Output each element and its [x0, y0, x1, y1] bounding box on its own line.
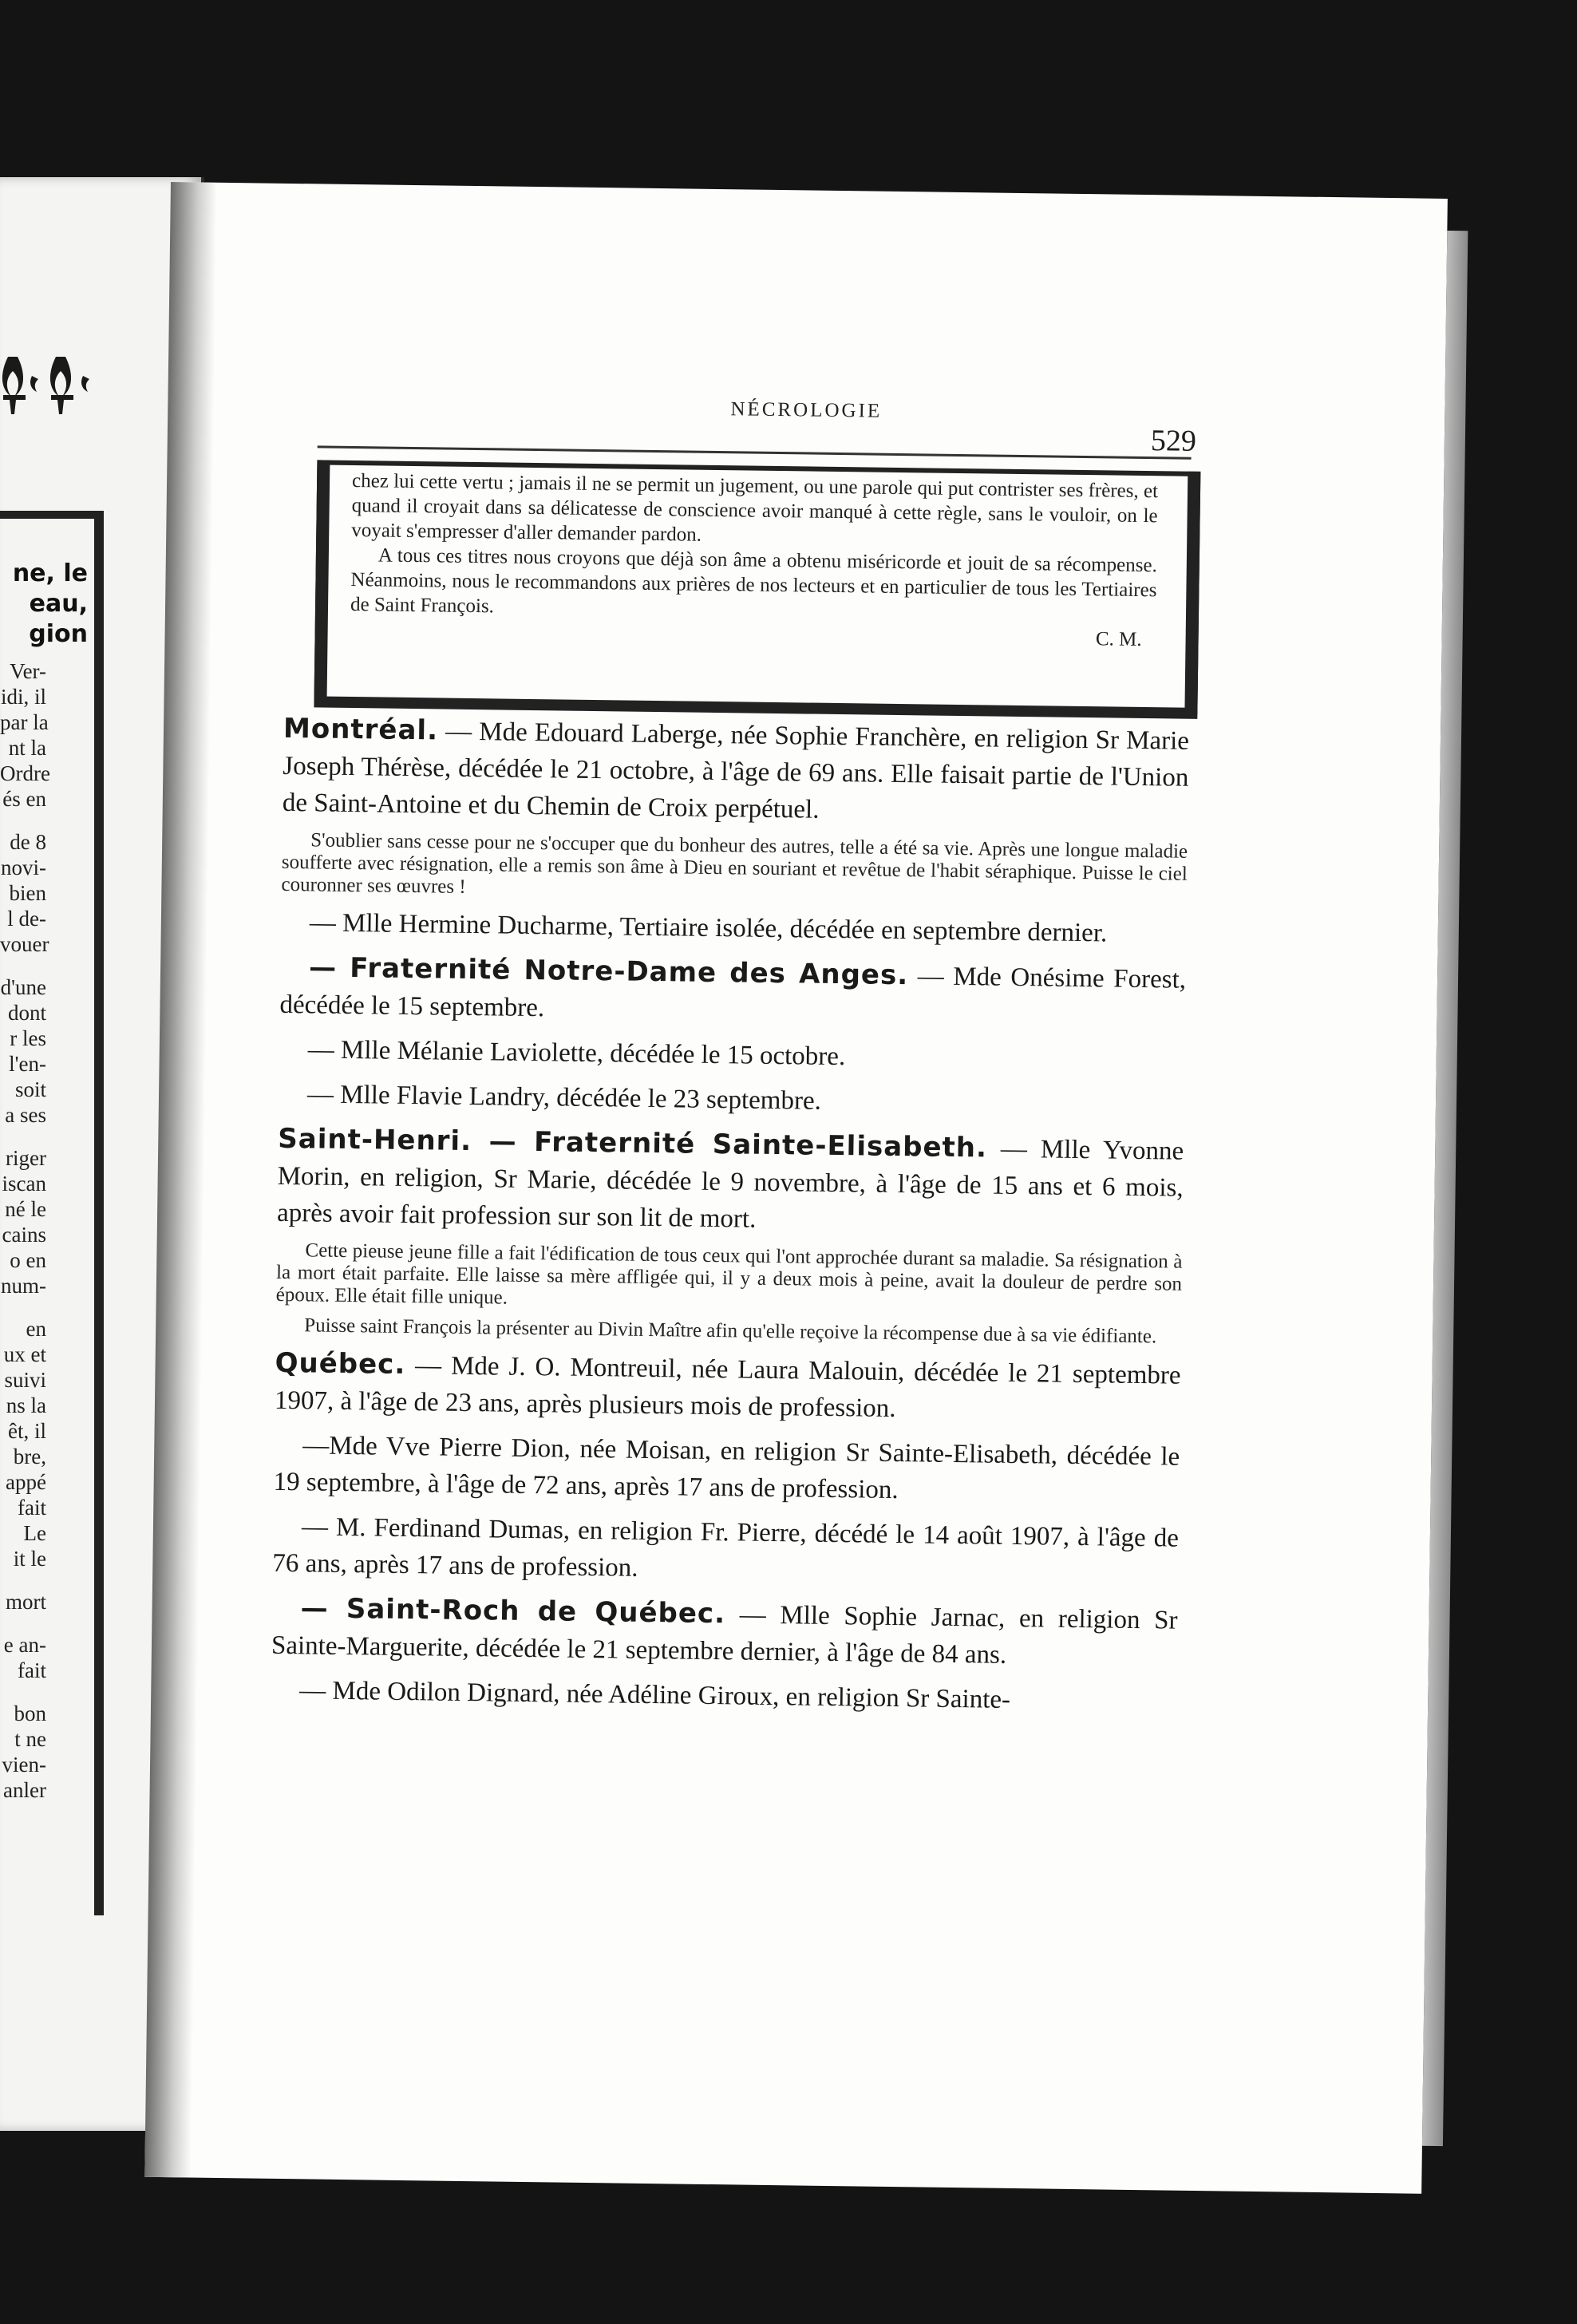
entry-text: — Mlle Flavie Landry, décédée le 23 septembre. — [306, 1080, 822, 1116]
obituary-entry — [272, 1508, 1179, 1594]
left-text-fragment: soit — [14, 1077, 46, 1101]
right-page — [144, 182, 1448, 2194]
fleur-de-lis-ornament-icon — [0, 349, 104, 421]
left-text-fragment: e an- — [3, 1633, 46, 1657]
obituary-entry — [271, 1672, 1177, 1721]
entry-text: —Mde Vve Pierre Dion, née Moisan, en religion Sr Sainte-Elisabeth, décédée le 19 septembre, à l'âge de 72 ans, après 17 ans de profession. — [273, 1431, 1180, 1505]
memorial-text — [350, 468, 1158, 652]
memorial-signature: C. M. — [1095, 628, 1142, 650]
left-text-fragment: vien- — [2, 1753, 46, 1777]
left-text-fragment: anler — [3, 1778, 46, 1802]
left-text-fragment: o en — [10, 1248, 46, 1272]
obituary-entry — [275, 1345, 1181, 1431]
place-heading: Montréal. — [283, 712, 439, 747]
left-text-fragment: suivi — [4, 1368, 46, 1392]
entry-text: — Mde Edouard Laberge, née Sophie Franchère, en religion Sr Marie Joseph Thérèse, décédée le 21 octobre, à l'âge de 69 ans. Elle faisait partie de l'Union de Saint-Antoine et du Chemin de Croix perpétuel. — [282, 717, 1190, 824]
left-text-fragment: l de- — [7, 907, 46, 931]
memorial-box — [314, 460, 1200, 713]
left-text-fragment: fait — [18, 1496, 46, 1520]
entry-text: — Mlle Yvonne Morin, en religion, Sr Marie, décédée le 9 novembre, à l'âge de 15 ans et 6 mois, après avoir fait profession sur son lit de mort. — [276, 1134, 1184, 1234]
obituary-entry — [279, 949, 1186, 1035]
left-text-fragment: fait — [18, 1658, 46, 1682]
entry-text: — M. Ferdinand Dumas, en religion Fr. Pierre, décédé le 14 août 1907, à l'âge de 76 ans, après 17 ans de profession. — [272, 1512, 1180, 1583]
left-text-fragment: bon — [14, 1702, 46, 1725]
left-text-fragment: en — [26, 1317, 46, 1341]
entry-text: — Mlle Hermine Ducharme, Tertiaire isolée, décédée en septembre dernier. — [309, 908, 1108, 948]
entry-note: S'oublier sans cesse pour ne s'occuper que du bonheur des autres, telle a été sa vie. Après une longue maladie soufferte avec résignation, elle a remis son âme à Dieu en souriant et revêtue de l'habit séraphique. Puisse le ciel couronner ses œuvres ! — [281, 829, 1188, 898]
left-text-fragment: t ne — [14, 1727, 46, 1751]
left-text-fragment: dont — [7, 1001, 46, 1025]
obituary-entry — [277, 1120, 1184, 1243]
header-rule — [318, 445, 1192, 459]
left-text-fragment: vouer — [0, 932, 49, 956]
left-text-fragment: iscan — [2, 1172, 46, 1196]
left-text-fragment: r les — [10, 1026, 46, 1050]
left-text-fragment: idi, il — [0, 685, 46, 709]
obituary-entry — [279, 1076, 1185, 1124]
obituary-entry — [273, 1427, 1180, 1512]
left-text-fragment: appé — [6, 1470, 46, 1494]
entry-note: Cette pieuse jeune fille a fait l'édification de tous ceux qui l'ont approchée durant sa maladie. Sa résignation à la mort était parfaite. Elle laisse sa mère affligée qui, il y a deux mois à peine, avait la douleur de perdre son époux. Elle était fille unique. — [275, 1239, 1183, 1309]
obituary-list — [271, 710, 1189, 1729]
obituary-entry — [281, 904, 1188, 953]
left-text-fragment: ns la — [6, 1393, 46, 1417]
left-text-fragment: ux et — [3, 1342, 46, 1366]
entry-note: Puisse saint François la présenter au Divin Maître afin qu'elle reçoive la récompense due à sa vie édifiante. — [304, 1314, 1157, 1348]
left-heading-fragment: gion — [29, 620, 88, 648]
left-text-fragment: bre, — [13, 1445, 46, 1468]
page-edge — [1422, 231, 1468, 2146]
left-text-fragment: riger — [6, 1146, 46, 1170]
entry-text: — Mde J. O. Montreuil, née Laura Malouin, décédée le 21 septembre 1907, à l'âge de 23 ans, après plusieurs mois de profession. — [274, 1350, 1181, 1424]
left-text-fragment: êt, il — [8, 1419, 46, 1443]
left-text-fragment: né le — [5, 1197, 46, 1221]
obituary-entry — [283, 710, 1190, 833]
left-text-fragment: d'une — [0, 975, 46, 999]
memorial-paragraph: chez lui cette vertu ; jamais il ne se permit un jugement, ou une parole qui put contrister ses frères, et quand il croyait dans sa délicatesse de conscience avoir manqué à cette règle, sans le vouloir, on le voyait s'empresser d'aller demander pardon. — [351, 470, 1159, 546]
left-text-fragment: Ordre — [0, 761, 50, 785]
entry-text: — Mde Odilon Dignard, née Adéline Giroux, en religion Sr Sainte- — [299, 1676, 1011, 1714]
left-heading-fragment: eau, — [29, 590, 88, 618]
memorial-paragraph: A tous ces titres nous croyons que déjà son âme a obtenu miséricorde et jouit de sa récompense. Néanmoins, nous le recommandons aux prières de nos lecteurs et en particulier de tous les Tertiaires de Saint François. — [350, 544, 1157, 618]
left-text-fragment: cains — [2, 1223, 46, 1247]
left-text-fragment: és en — [2, 787, 46, 811]
entry-text: — Mde Onésime Forest, décédée le 15 septembre. — [279, 962, 1187, 1023]
left-text-fragment: de 8 — [10, 830, 46, 854]
running-head: NÉCROLOGIE — [730, 398, 883, 422]
entry-text: — Mlle Mélanie Laviolette, décédée le 15 octobre. — [307, 1035, 846, 1072]
left-text-fragment: num- — [1, 1274, 46, 1298]
left-text-fragment: par la — [0, 710, 49, 734]
left-text-fragment: novi- — [1, 856, 46, 879]
left-text-fragment: mort — [6, 1590, 46, 1614]
left-text-fragment: nt la — [8, 736, 46, 760]
place-heading: Saint-Henri. — Fraternité Sainte-Elisabeth. — [278, 1122, 988, 1164]
obituary-entry — [271, 1590, 1178, 1676]
left-heading-fragment: ne, le — [12, 559, 88, 587]
place-heading: Québec. — [275, 1346, 406, 1381]
left-text-fragment: bien — [9, 881, 46, 905]
left-text-fragment: a ses — [5, 1103, 46, 1127]
box-border-right — [1184, 472, 1200, 714]
page-number: 529 — [1150, 424, 1197, 458]
left-text-fragment: Ver- — [10, 659, 46, 683]
left-text-fragment: it le — [13, 1547, 46, 1571]
entry-text: — Mlle Sophie Jarnac, en religion Sr Sainte-Marguerite, décédée le 21 septembre dernier, à l'âge de 84 ans. — [271, 1600, 1178, 1670]
place-heading: — Fraternité Notre-Dame des Anges. — [308, 951, 909, 992]
place-heading: — Saint-Roch de Québec. — [300, 1592, 726, 1630]
obituary-entry — [279, 1031, 1185, 1080]
left-text-fragment: Le — [23, 1521, 46, 1545]
box-border-left — [314, 460, 330, 702]
left-text-fragment: l'en- — [9, 1052, 46, 1076]
